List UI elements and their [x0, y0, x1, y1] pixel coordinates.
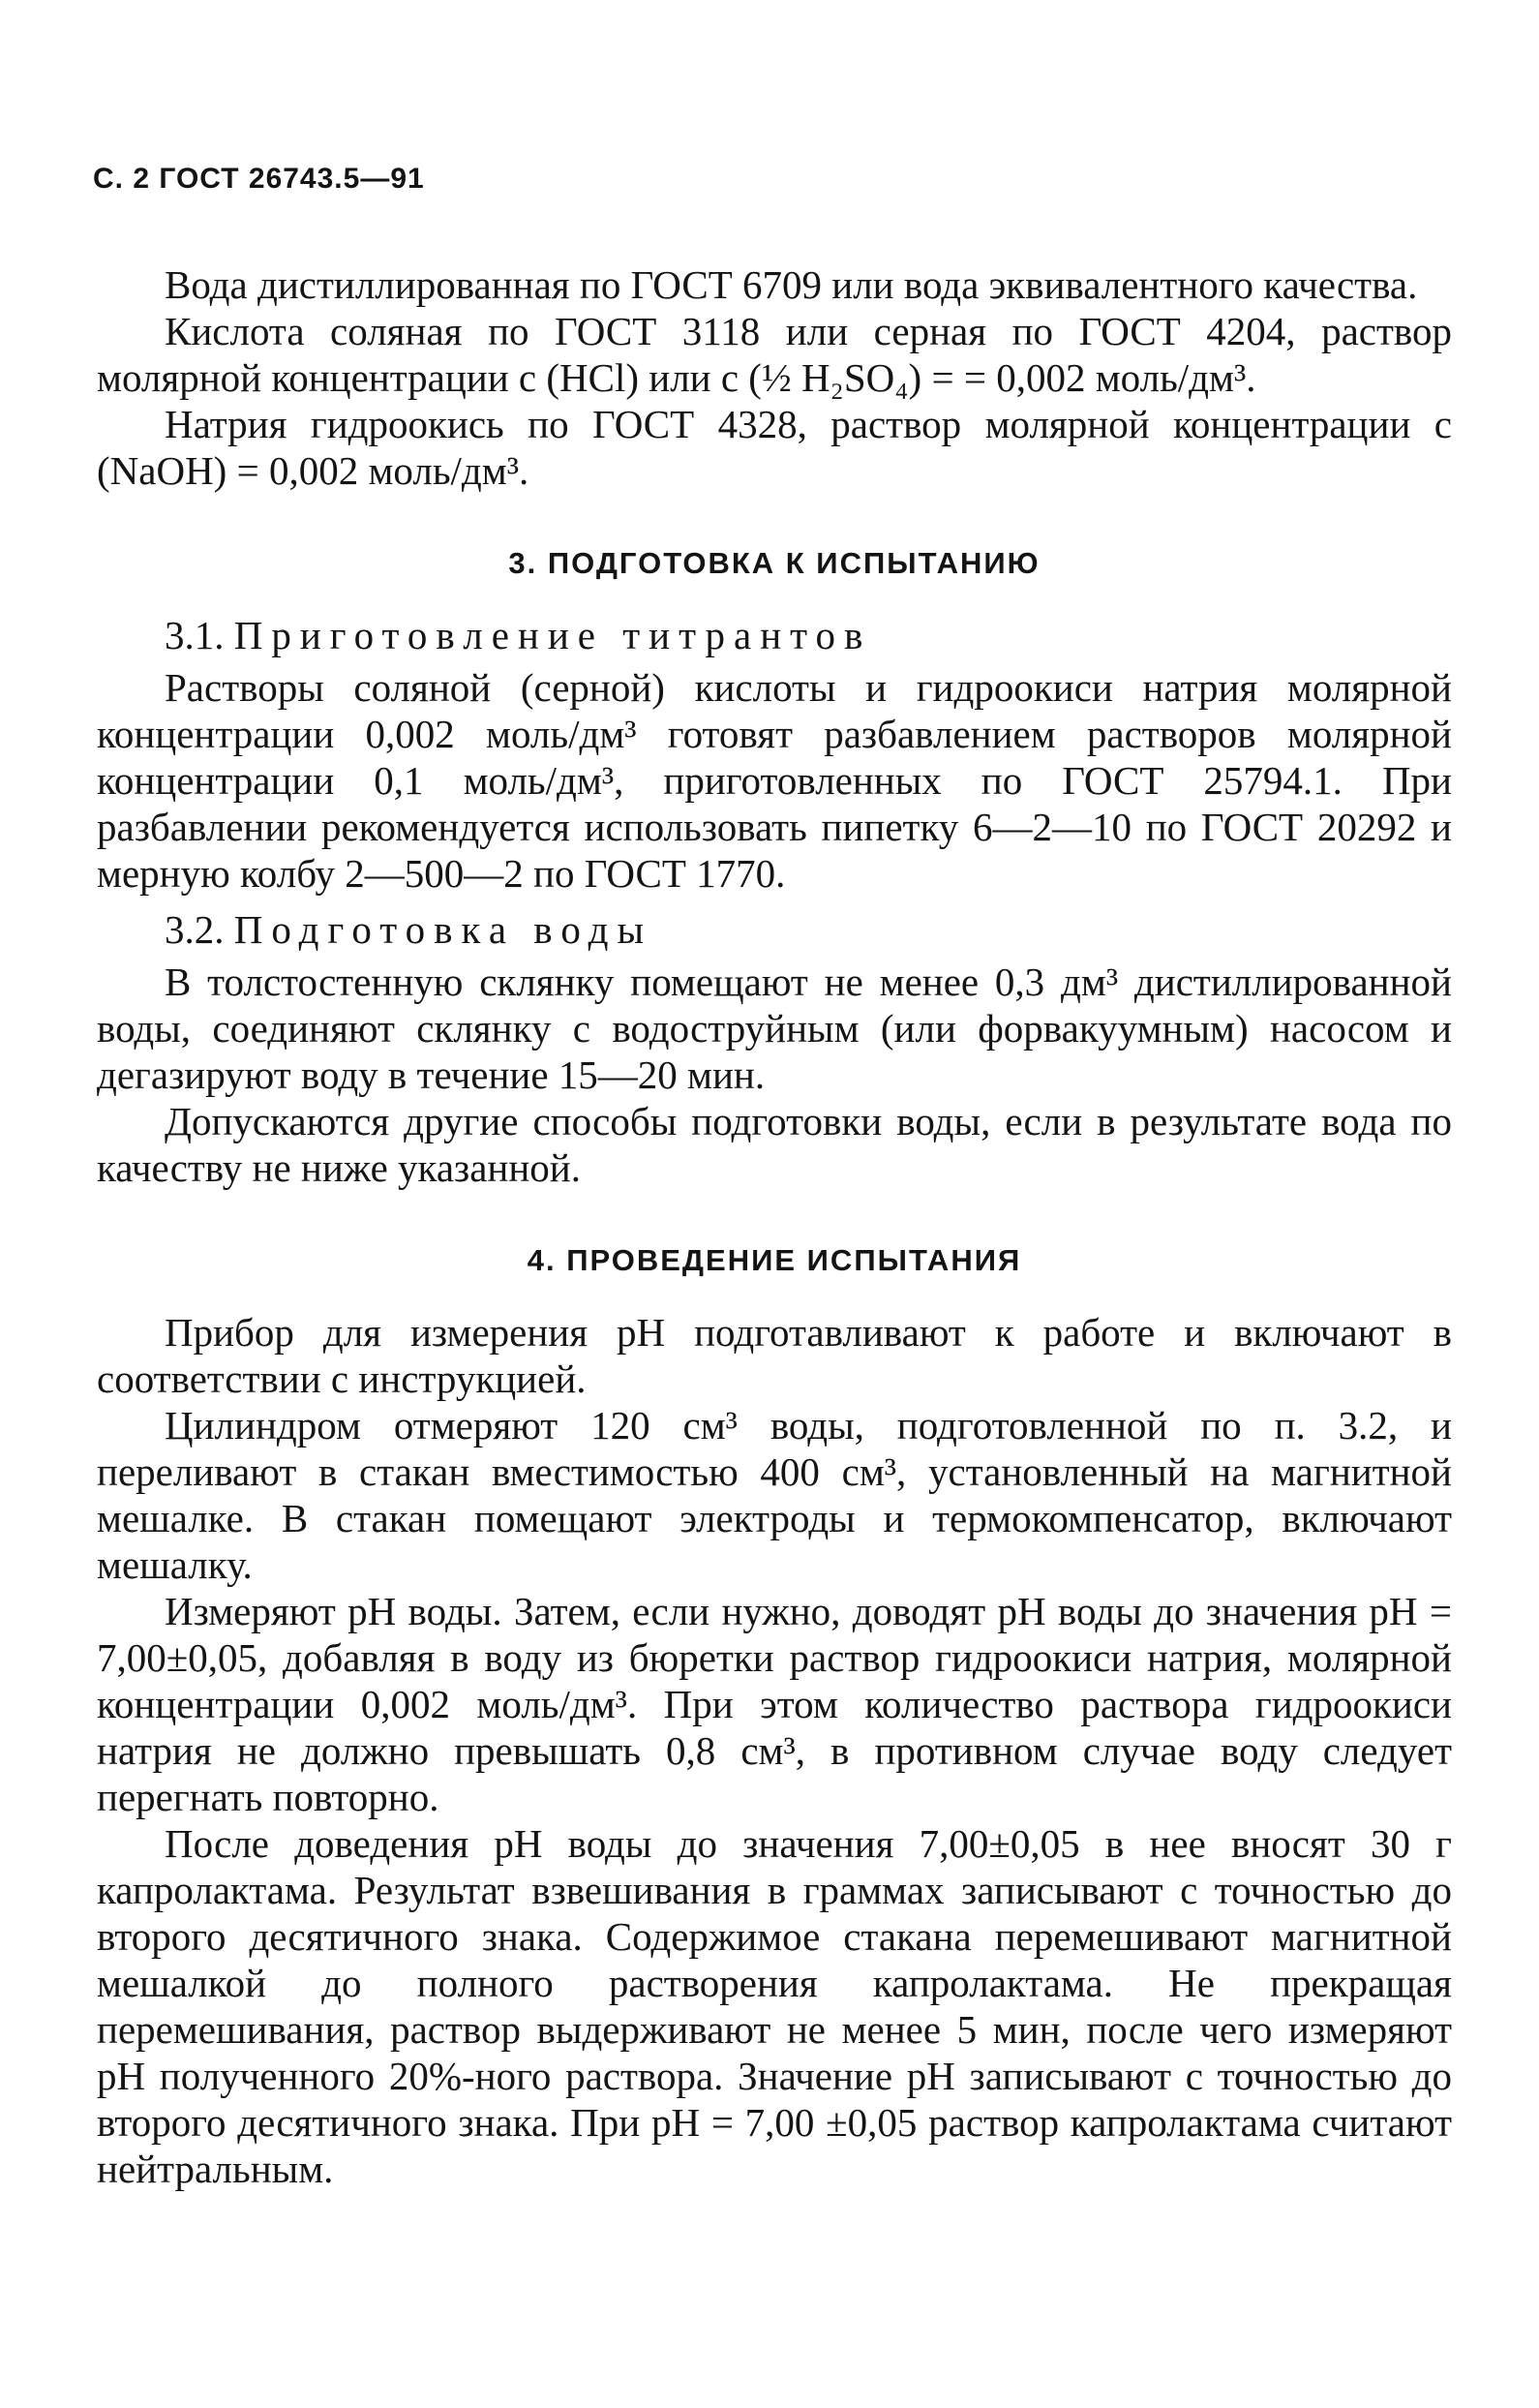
- paragraph-titrants: Растворы соляной (серной) кислоты и гидроокиси натрия молярной концентрации 0,002 моль/дм³ готовят разбавлением растворов молярной концентрации 0,1 моль/дм³, приготовленных по ГОСТ 25794.1. При разбавлении рекомендуется использовать пипетку 6—2—10 по ГОСТ 20292 и мерную колбу 2—500—2 по ГОСТ 1770.: [97, 665, 1452, 896]
- paragraph-acid: Кислота соляная по ГОСТ 3118 или серная по ГОСТ 4204, раствор молярной концентрации c (HCl) или c (½ H₂SO₄) = = 0,002 моль/дм³.: [97, 309, 1452, 400]
- subsection-title: Приготовление титрантов: [233, 613, 872, 657]
- paragraph-ph-meter: Прибор для измерения pH подготавливают к работе и включают в соответствии с инструкцией.: [97, 1310, 1452, 1401]
- section-3-heading: 3. ПОДГОТОВКА К ИСПЫТАНИЮ: [508, 546, 1041, 580]
- page-header: С. 2 ГОСТ 26743.5—91: [93, 163, 425, 195]
- subsection-3-2-heading: [97, 906, 1452, 953]
- subsection-title: Подготовка воды: [233, 907, 653, 952]
- subsection-3-1-heading: [97, 612, 1452, 658]
- paragraph-caprolactam: После доведения pH воды до значения 7,00±0,05 в нее вносят 30 г капролактама. Результат взвешивания в граммах записывают с точностью до второго десятичного знака. Содержимое стакана перемешивают магнитной мешалкой до полного растворения капролактама. Не прекращая перемешивания, раствор выдерживают не менее 5 мин, после чего измеряют pH полученного 20%-ного раствора. Значение pH записывают с точностью до второго десятичного знака. При pH = 7,00 ±0,05 раствор капролактама считают нейтральным.: [97, 1821, 1452, 2191]
- subsection-number: 3.1.: [165, 613, 225, 657]
- section-4-heading: 4. ПРОВЕДЕНИЕ ИСПЫТАНИЯ: [527, 1243, 1022, 1277]
- paragraph-water: Вода дистиллированная по ГОСТ 6709 или вода эквивалентного качества.: [165, 262, 1418, 307]
- paragraph-water-degassing: В толстостенную склянку помещают не менее 0,3 дм³ дистиллированной воды, соединяют склянку с водоструйным (или форвакуумным) насосом и дегазируют воду в течение 15—20 мин.: [97, 960, 1452, 1097]
- paragraph-sodium-hydroxide: Натрия гидроокись по ГОСТ 4328, раствор молярной концентрации c (NaOH) = 0,002 моль/дм³.: [97, 402, 1452, 493]
- paragraph-other-methods: Допускаются другие способы подготовки воды, если в результате вода по качеству не ниже указанной.: [97, 1099, 1452, 1190]
- subsection-number: 3.2.: [165, 907, 225, 952]
- document-body: [97, 261, 1452, 2192]
- paragraph-measure-ph: Измеряют pH воды. Затем, если нужно, доводят pH воды до значения pH = 7,00±0,05, добавляя в воду из бюретки раствор гидроокиси натрия, молярной концентрации 0,002 моль/дм³. При этом количество раствора гидроокиси натрия не должно превышать 0,8 см³, в противном случае воду следует перегнать повторно.: [97, 1589, 1452, 1819]
- paragraph-cylinder: Цилиндром отмеряют 120 см³ воды, подготовленной по п. 3.2, и переливают в стакан вместимостью 400 см³, установленный на магнитной мешалке. В стакан помещают электроды и термокомпенсатор, включают мешалку.: [97, 1403, 1452, 1587]
